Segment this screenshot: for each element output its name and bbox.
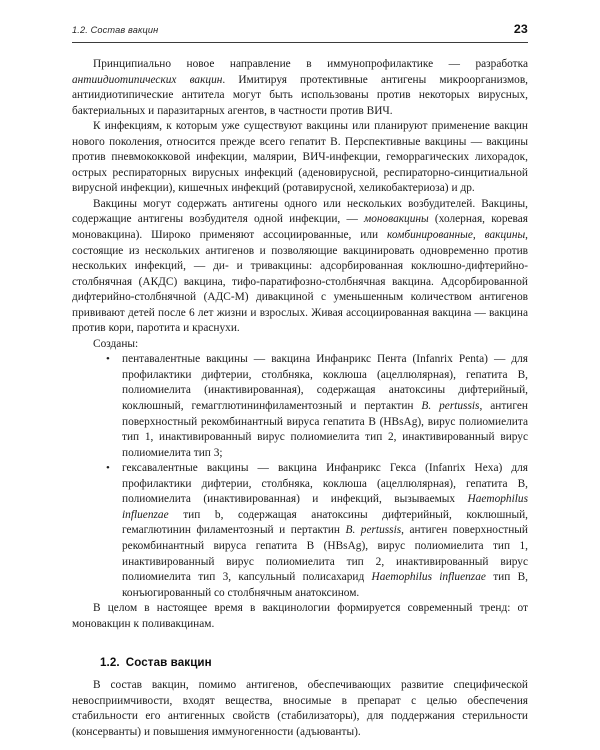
emphasis-species-name: Haemophilus influenzae <box>122 493 528 521</box>
page-number: 23 <box>513 22 528 36</box>
list-item-text-segment: тип b, содержащая анатоксины дифтерийный, коклюшный, гемаглютинин филаментозный и пертактин <box>122 508 528 537</box>
section-number: 1.2. <box>100 656 120 670</box>
paragraph-text-segment: В целом в настоящее время в вакцинологии формируется современный тренд: от моновакцин к поливакцинам. <box>72 602 528 630</box>
list-item-text-segment: тип В, конъюгированный со столбнячным анатоксином. <box>122 571 528 599</box>
list-item-text-segment: , антиген поверхностный рекомбинантный вируса гепатита В (HBsAg), вирус полиомиелита тип 1, инактивированный вирус полиомиелита тип 2, инактивированный вирус полиомиелита тип 3, капсульный полисахарид <box>122 524 528 584</box>
paragraph-vaccine-antigens <box>72 197 528 337</box>
vaccine-list <box>72 352 528 601</box>
paragraph-text-segment: Принципиально новое направление в иммунопрофилактике — разработка <box>93 58 528 70</box>
paragraph-text-segment: . Имитируя протективные антигены микроорганизмов, антиидиотипические антитела могут быть использованы против некоторых вирусных, бактериальных и паразитарных агентов, в частности против ВИЧ. <box>72 73 529 117</box>
emphasis-species-name: Haemophilus influenzae <box>371 571 486 584</box>
paragraph-vaccine-composition <box>72 678 528 740</box>
paragraph-text-segment: Вакцины могут содержать антигены одного или нескольких возбудителей. Вакцины, содержащие антигены возбудителя одной инфекции, — <box>72 197 528 226</box>
paragraph-text-segment: , состоящие из нескольких антигенов и позволяющие вакцинировать одновременно против нескольких инфекций, — ди- и тривакцины: адсорбированная коклюшно-дифтерийно-столбнячная (АКДС) вакцина, тифо-паратифозно-столбнячная вакцина. Адсорбированной дифтерийно-столбнячной (АДС-М) дивакциной с уменьшенным количеством антигенов прививают детей после 6 лет жизни и взрослых. Живая ассоциированная вакцина — вакцина против кори, паротита и краснухи. <box>72 229 528 335</box>
section-title: Состав вакцин <box>125 656 212 670</box>
paragraph-text-segment: К инфекциям, к которым уже существуют вакцины или планируют применение вакцин нового поколения, относится прежде всего гепатит В. Перспективные вакцины — вакцины против пневмококковой инфекции, малярии, ВИЧ-инфекции, геморрагических лихорадок, острых респираторных вирусных инфекций (аденовирусной, респираторно-синцитиальной вирусной инфекции), кишечных инфекций (ротавирусной, хеликобактериоза) и др. <box>72 120 528 195</box>
emphasis-species-name: B. pertussis <box>345 524 402 537</box>
paragraph-infections <box>72 119 528 197</box>
emphasis-antiidiotypic-vaccines: антиидиотипических вакцин <box>72 73 223 86</box>
paragraph-trend-summary <box>72 601 528 632</box>
list-item-text-segment: пентавалентные вакцины — вакцина Инфанрикс Пента (Infanrix Penta) — для профилактики дифтерии, столбняка, коклюша (ацеллюлярная), гепатита В, полиомиелита (инактивированная), содержащая анатоксины дифтерийный, коклюшный, гемагглютининфиламентозный и пертактин <box>122 353 528 413</box>
emphasis-combined-vaccines: комбинированные, вакцины <box>387 229 526 242</box>
section-heading <box>72 656 528 669</box>
paragraph-text-segment: В состав вакцин, помимо антигенов, обеспечивающих развитие специфической невосприимчивости, входят вещества, вносимые в препарат с целью обеспечения стабильности его антигенных свойств (стабилизаторы), для поддержания стерильности (консерванты) и повышения иммуногенности (адъюванты). <box>72 679 528 738</box>
list-item <box>72 352 528 461</box>
running-head <box>72 22 528 43</box>
paragraph-text-segment: (холерная, коревая моновакцина). Широко применяют ассоциированные, или <box>72 213 528 242</box>
body-text-column <box>72 43 528 740</box>
paragraph-antiidiotypic <box>72 57 528 119</box>
list-item-text-segment: , антиген поверхностный рекомбинантный вируса гепатита В (HBsAg), вирус полиомиелита тип 1, инактивированный вирус полиомиелита тип 2, инактивированный вирус полиомиелита тип 3; <box>122 400 528 459</box>
bullet-icon: • <box>106 353 110 366</box>
emphasis-species-name: B. pertussis <box>421 400 480 413</box>
paragraph-text-segment: Созданы: <box>93 337 139 350</box>
list-item-text-segment: гексавалентные вакцины — вакцина Инфанрикс Гекса (Infanrix Hexa) для профилактики дифтерии, столбняка, коклюша (ацеллюлярная), гепатита В, полиомиелита (инактивированная) и инфекций, вызываемых <box>122 462 528 506</box>
emphasis-monovaccines: моновакцины <box>364 213 429 226</box>
bullet-icon: • <box>106 462 110 475</box>
list-item <box>72 461 528 601</box>
running-head-title: 1.2. Состав вакцин <box>72 25 159 35</box>
paragraph-created-leadin <box>72 337 528 353</box>
